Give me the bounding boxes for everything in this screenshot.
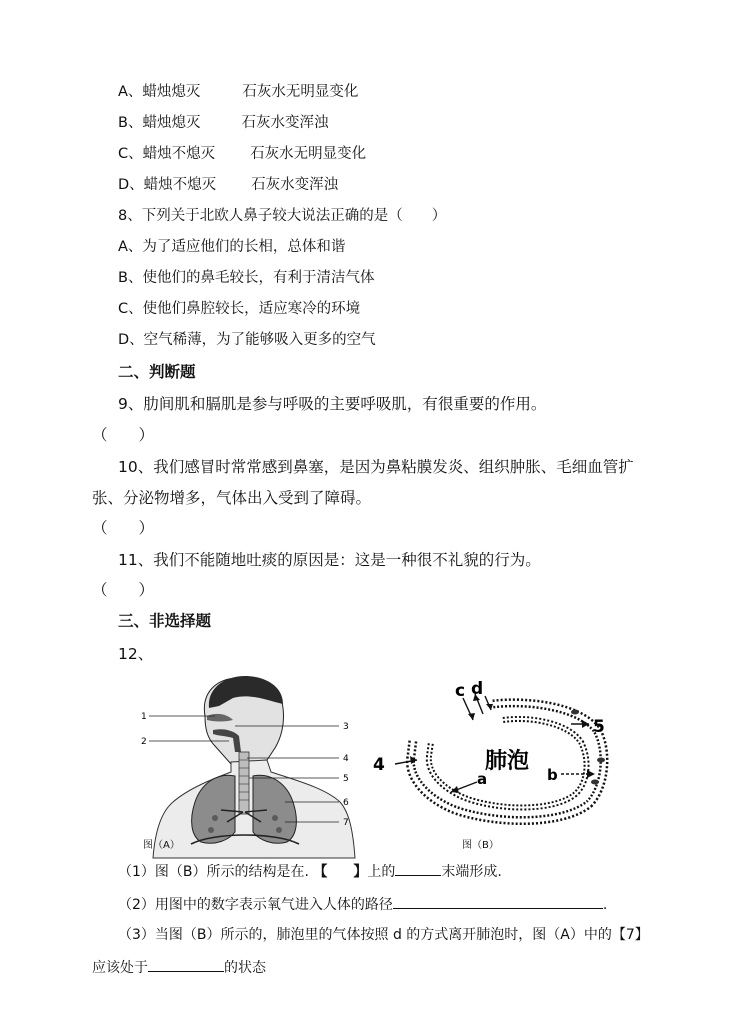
fig-b-label-c: c — [455, 681, 466, 701]
q12-sub3-line2 — [92, 957, 266, 978]
fig-a-number-1: 1 — [141, 712, 147, 722]
bracket-close: 】 — [353, 864, 368, 880]
q9-answer-paren: （ ） — [92, 426, 155, 444]
q8-option-b: B、使他们的鼻毛较长，有利于清洁气体 — [118, 270, 375, 286]
fig-a-number-4: 4 — [343, 754, 349, 764]
q12-number: 12、 — [118, 645, 154, 663]
answer-blank[interactable] — [148, 957, 224, 972]
fig-a-number-2: 2 — [141, 737, 147, 747]
option-result: 石灰水无明显变化 — [242, 84, 359, 100]
q7-option-c — [118, 144, 366, 164]
q8-option-d: D、空气稀薄，为了能够吸入更多的空气 — [118, 332, 376, 348]
figure-b-alveolus — [365, 680, 615, 840]
q12-sub1 — [118, 861, 502, 882]
fig-a-number-5: 5 — [343, 774, 349, 784]
fig-a-number-3: 3 — [343, 722, 349, 732]
option-label: C、蜡烛不熄灭 — [118, 146, 216, 162]
q9-text: 9、肋间肌和膈肌是参与呼吸的主要呼吸肌，有很重要的作用。 — [118, 395, 547, 413]
fig-b-label-b: b — [547, 766, 558, 784]
q12-sub3-line1: （3）当图（B）所示的，肺泡里的气体按照 d 的方式离开肺泡时，图（A）中的【7】 — [118, 927, 649, 943]
answer-blank[interactable] — [395, 861, 441, 876]
option-label: A、蜡烛熄灭 — [118, 84, 201, 100]
q8-option-c: C、使他们鼻腔较长，适应寒冷的环境 — [118, 301, 361, 317]
option-result: 石灰水变浑浊 — [241, 115, 329, 131]
q7-option-d — [118, 175, 338, 195]
option-result: 石灰水无明显变化 — [250, 146, 367, 162]
fig-a-number-6: 6 — [343, 798, 349, 808]
q7-option-a — [118, 82, 358, 102]
q8-option-a: A、为了适应他们的长相，总体和谐 — [118, 239, 346, 255]
q11-text: 11、我们不能随地吐痰的原因是：这是一种很不礼貌的行为。 — [118, 551, 541, 569]
q8-stem: 8、下列关于北欧人鼻子较大说法正确的是（ ） — [118, 208, 447, 224]
q12-sub2-end: . — [602, 897, 608, 913]
q12-sub3-text: 应该处于 — [92, 960, 148, 976]
figure-a-caption: 图（A） — [143, 840, 180, 851]
fig-b-alveolus-label: 肺泡 — [485, 749, 530, 774]
option-result: 石灰水变浑浊 — [251, 177, 339, 193]
q10-text-line2: 张、分泌物增多，气体出入受到了障碍。 — [92, 489, 372, 507]
section-2-title: 二、判断题 — [118, 363, 196, 381]
option-label: D、蜡烛不熄灭 — [118, 177, 217, 193]
q11-answer-paren: （ ） — [92, 581, 155, 599]
fig-b-label-d: d — [471, 680, 484, 699]
figure-b-caption: 图（B） — [462, 840, 499, 851]
q7-option-b — [118, 113, 328, 133]
q12-sub2-text: （2）用图中的数字表示氧气进入人体的路径 — [118, 897, 393, 913]
q12-sub1-end: 末端形成. — [441, 864, 502, 880]
section-3-title: 三、非选择题 — [118, 612, 212, 630]
option-label: B、蜡烛熄灭 — [118, 115, 201, 131]
q12-sub3-end: 的状态 — [224, 960, 266, 976]
fig-a-number-7: 7 — [343, 818, 349, 828]
q10-answer-paren: （ ） — [92, 519, 155, 537]
trachea — [239, 752, 249, 814]
fig-b-label-a: a — [477, 770, 488, 788]
q10-text-line1: 10、我们感冒时常常感到鼻塞，是因为鼻粘膜发炎、组织肿胀、毛细血管扩 — [118, 458, 634, 476]
fig-b-label-4: 4 — [373, 755, 385, 775]
fig-b-label-5: 5 — [593, 717, 605, 737]
q12-sub1-mid: 上的 — [367, 864, 396, 880]
q12-sub1-text: （1）图（B）所示的结构是在. — [118, 864, 309, 880]
figure-a-respiratory-system — [135, 672, 360, 860]
left-lung — [192, 775, 235, 843]
answer-blank[interactable] — [393, 894, 603, 909]
q12-sub2 — [118, 894, 607, 915]
bracket-open: 【 — [313, 864, 328, 880]
